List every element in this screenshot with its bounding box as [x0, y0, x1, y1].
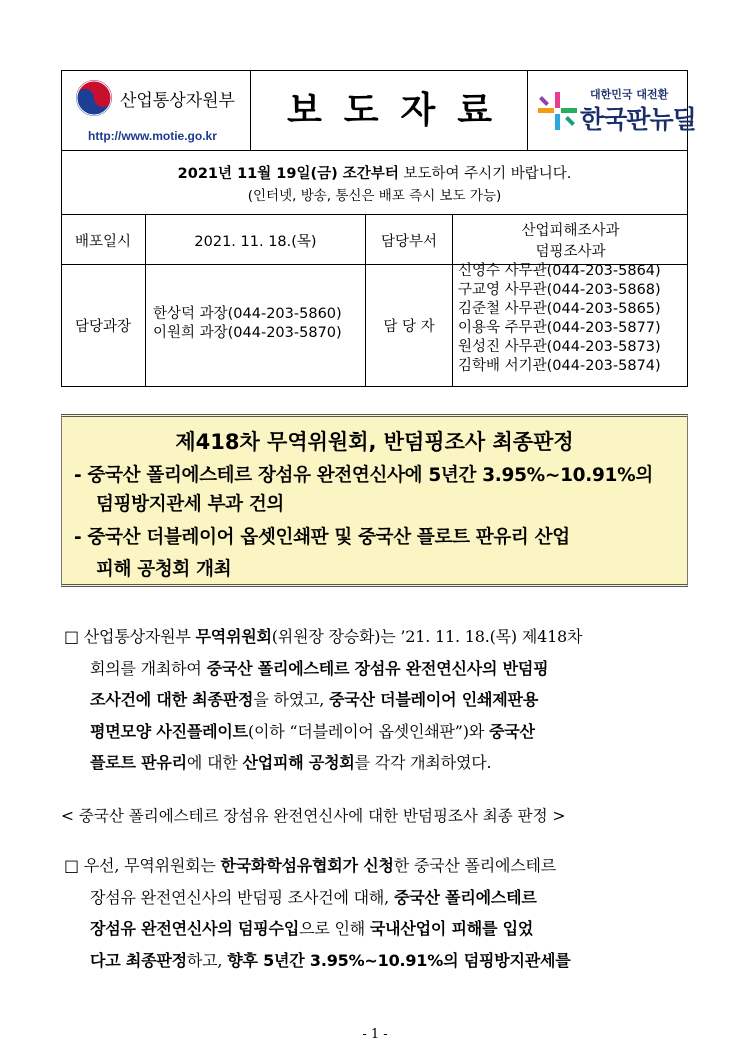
ministry-url-link[interactable]: http://www.motie.go.kr — [88, 129, 217, 143]
emphasis-text: 평면모양 사진플레이트 — [90, 721, 248, 741]
embargo-time: 2021년 11월 19일(금) 조간부터 — [177, 166, 399, 182]
manager-label: 담당과장 — [74, 319, 132, 335]
paragraph-line — [64, 624, 582, 647]
page-number: - 1 - — [362, 1027, 388, 1042]
ministry-emblem-icon — [76, 80, 112, 116]
emphasis-text: 장섬유 완전연신사의 덤핑수입 — [90, 919, 300, 938]
dept-value-2: 덤핑조사과 — [535, 244, 606, 260]
emphasis-text: 중국산 — [488, 721, 535, 741]
headline-title: 제418차 무역위원회, 반덤핑조사 최종판정 — [175, 430, 574, 454]
dept-label: 담당부서 — [380, 234, 438, 250]
headline-subtitle-2: - 중국산 더블레이어 옵셋인쇄판 및 중국산 플로트 판유리 산업 — [74, 527, 570, 548]
emphasis-text: 무역위원회 — [195, 627, 272, 646]
staff-entry: 김학배 서기관(044-203-5874) — [458, 358, 661, 374]
body-text: 한 중국산 폴리에스테르 — [393, 856, 557, 875]
emphasis-text: 한국화학섬유협회가 신청 — [220, 856, 394, 875]
table-divider — [527, 70, 528, 150]
body-text: 으로 인해 — [299, 919, 370, 938]
embargo-notice — [61, 162, 688, 183]
staff-list — [458, 262, 661, 376]
new-deal-name: 한국판뉴딜 — [580, 105, 696, 134]
section-heading: < 중국산 폴리에스테르 장섬유 완전연신사에 대한 반덤핑조사 최종 판정 > — [61, 807, 566, 825]
paragraph-line — [90, 885, 537, 908]
new-deal-tagline: 대한민국 대전환 — [590, 88, 669, 101]
staff-entry: 원성진 사무관(044-203-5873) — [458, 339, 661, 355]
staff-entry: 신영수 사무관(044-203-5864) — [458, 263, 661, 279]
body-text: 에 대한 — [186, 753, 243, 772]
body-text: 회의를 개최하여 — [90, 658, 207, 678]
emphasis-text: 중국산 폴리에스테르 장섬유 완전연신사의 반덤핑 — [206, 658, 549, 678]
manager-list — [153, 305, 342, 343]
dist-date-value: 2021. 11. 18.(목) — [194, 234, 317, 250]
dist-date-label: 배포일시 — [74, 234, 132, 250]
paragraph-line — [90, 719, 535, 742]
paragraph-line — [90, 656, 548, 679]
paragraph-line — [90, 687, 538, 710]
body-text: 장섬유 완전연신사의 반덤핑 조사건에 대해, — [90, 887, 394, 907]
body-text: □ 우선, 무역위원회는 — [64, 856, 221, 875]
paragraph-line — [90, 750, 491, 773]
table-divider — [61, 150, 688, 151]
emphasis-text: 플로트 판유리 — [90, 753, 187, 772]
manager-entry: 이원희 과장(044-203-5870) — [153, 325, 342, 341]
body-text: 을 하였고, — [253, 690, 329, 709]
paragraph-line — [64, 853, 556, 876]
paragraph-line — [90, 916, 533, 939]
emphasis-text: 산업피해 공청회 — [242, 753, 355, 772]
manager-entry: 한상덕 과장(044-203-5860) — [153, 306, 342, 322]
release-title: 보도자료 — [286, 90, 515, 131]
body-text: 하고, — [186, 950, 228, 970]
staff-entry: 김준철 사무관(044-203-5865) — [458, 301, 661, 317]
emphasis-text: 중국산 더블레이어 인쇄제판용 — [329, 690, 539, 709]
body-text: (위원장 장승화)는 ’21. 11. 18.(목) 제418차 — [271, 627, 583, 646]
emphasis-text: 향후 5년간 3.95%~10.91%의 덤핑방지관세를 — [227, 950, 571, 970]
headline-subtitle-1: - 중국산 폴리에스테르 장섬유 완전연신사에 5년간 3.95%~10.91%의 — [74, 465, 653, 486]
ministry-name: 산업통상자원부 — [120, 91, 235, 111]
emphasis-text: 중국산 폴리에스테르 — [393, 887, 537, 907]
headline-subtitle-1-cont: 덤핑방지관세 부과 건의 — [96, 494, 284, 515]
table-divider — [250, 70, 251, 150]
paragraph-line — [90, 948, 571, 971]
table-divider — [61, 214, 688, 215]
staff-entry: 이용욱 주무관(044-203-5877) — [458, 320, 661, 336]
dept-value-1: 산업피해조사과 — [521, 223, 620, 239]
staff-entry: 구교영 사무관(044-203-5868) — [458, 282, 661, 298]
body-text: (이하 “더블레이어 옵셋인쇄판”)와 — [247, 721, 489, 741]
embargo-text: 보도하여 주시기 바랍니다. — [398, 166, 572, 182]
body-text: □ 산업통상자원부 — [64, 627, 196, 646]
headline-subtitle-2-cont: 피해 공청회 개최 — [96, 559, 232, 580]
emphasis-text: 국내산업이 피해를 입었 — [369, 919, 534, 938]
emphasis-text: 조사건에 대한 최종판정 — [90, 690, 254, 709]
new-deal-logo-icon — [536, 90, 580, 134]
body-text: 를 각각 개최하였다. — [354, 753, 492, 772]
staff-label: 담 당 자 — [383, 319, 435, 335]
embargo-note: (인터넷, 방송, 통신은 배포 즉시 보도 가능) — [247, 188, 502, 204]
emphasis-text: 다고 최종판정 — [90, 950, 187, 970]
